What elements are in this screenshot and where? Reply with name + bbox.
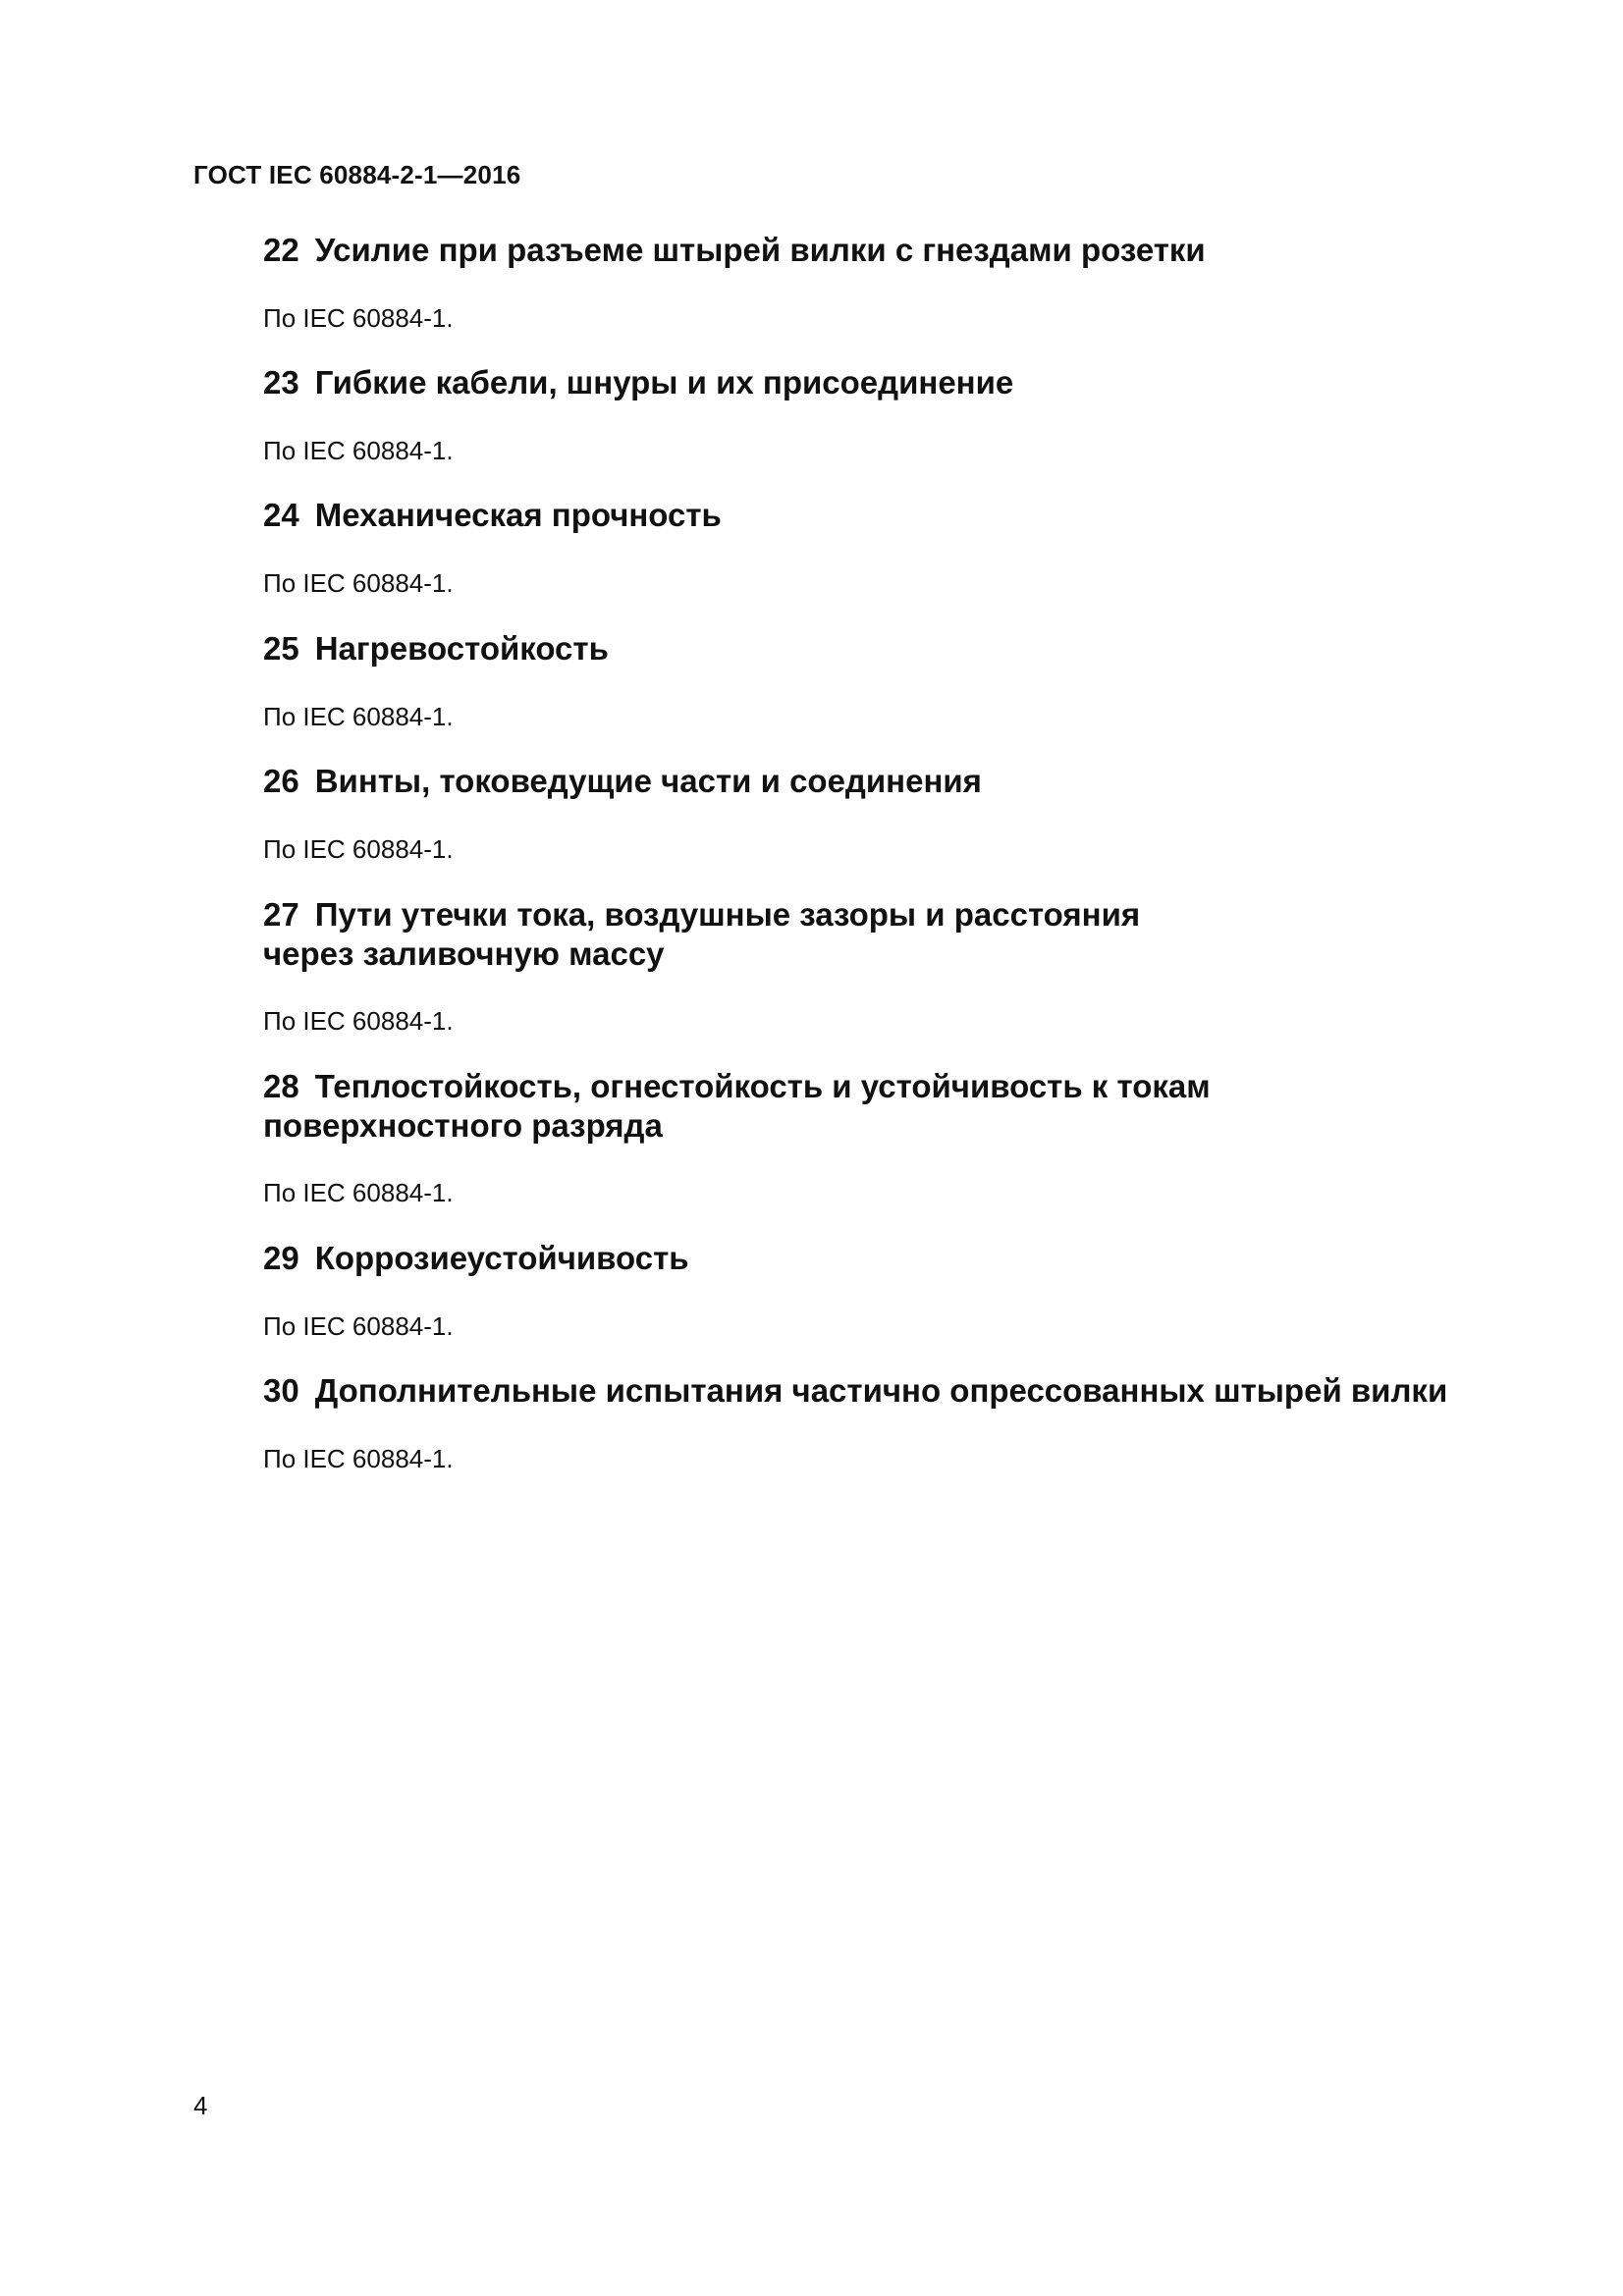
section-body: По IEC 60884-1. (263, 303, 454, 333)
section-body: По IEC 60884-1. (263, 1444, 454, 1473)
section-title: Гибкие кабели, шнуры и их присоединение (314, 364, 1014, 400)
section-body: По IEC 60884-1. (263, 702, 454, 731)
section-title: Дополнительные испытания частично опрессованных штырей вилки (314, 1372, 1448, 1409)
section-heading (263, 363, 1540, 402)
section-heading (263, 1067, 1540, 1146)
section-22 (263, 231, 1540, 333)
section-title-line-2: поверхностного разряда (263, 1107, 663, 1144)
section-title: Коррозиеустойчивость (314, 1240, 689, 1276)
section-number: 25 (263, 630, 299, 667)
section-29 (263, 1239, 1540, 1341)
section-28 (263, 1067, 1540, 1207)
section-heading (263, 1239, 1540, 1278)
section-number: 29 (263, 1240, 299, 1276)
section-number: 24 (263, 497, 299, 533)
section-26 (263, 762, 1540, 864)
section-25 (263, 629, 1540, 731)
section-number: 23 (263, 364, 299, 400)
section-number: 26 (263, 763, 299, 799)
section-body: По IEC 60884-1. (263, 568, 454, 598)
section-heading (263, 496, 1540, 535)
section-number: 22 (263, 232, 299, 268)
section-heading (263, 629, 1540, 668)
section-title-line-2: через заливочную массу (263, 935, 665, 972)
section-number: 28 (263, 1068, 299, 1104)
section-title-line-1: Пути утечки тока, воздушные зазоры и расстояния (314, 896, 1141, 933)
section-24 (263, 496, 1540, 598)
section-body: По IEC 60884-1. (263, 834, 454, 864)
section-body: По IEC 60884-1. (263, 436, 454, 465)
section-heading (263, 895, 1540, 974)
section-title: Нагревостойкость (314, 630, 609, 667)
section-body: По IEC 60884-1. (263, 1311, 454, 1341)
running-header-doc-code: ГОСТ IEC 60884-2-1—2016 (193, 160, 521, 189)
section-body: По IEC 60884-1. (263, 1178, 454, 1207)
section-number: 27 (263, 896, 299, 933)
section-30 (263, 1371, 1540, 1473)
section-title: Механическая прочность (314, 497, 722, 533)
section-number: 30 (263, 1372, 299, 1409)
section-body: По IEC 60884-1. (263, 1006, 454, 1036)
section-title-line-1: Теплостойкость, огнестойкость и устойчивость к токам (314, 1068, 1211, 1104)
section-heading (263, 1371, 1540, 1411)
section-title: Винты, токоведущие части и соединения (314, 763, 982, 799)
section-27 (263, 895, 1540, 1036)
section-heading (263, 231, 1540, 270)
section-heading (263, 762, 1540, 801)
section-23 (263, 363, 1540, 465)
section-title: Усилие при разъеме штырей вилки с гнездами розетки (314, 232, 1206, 268)
page-number: 4 (193, 2091, 208, 2120)
